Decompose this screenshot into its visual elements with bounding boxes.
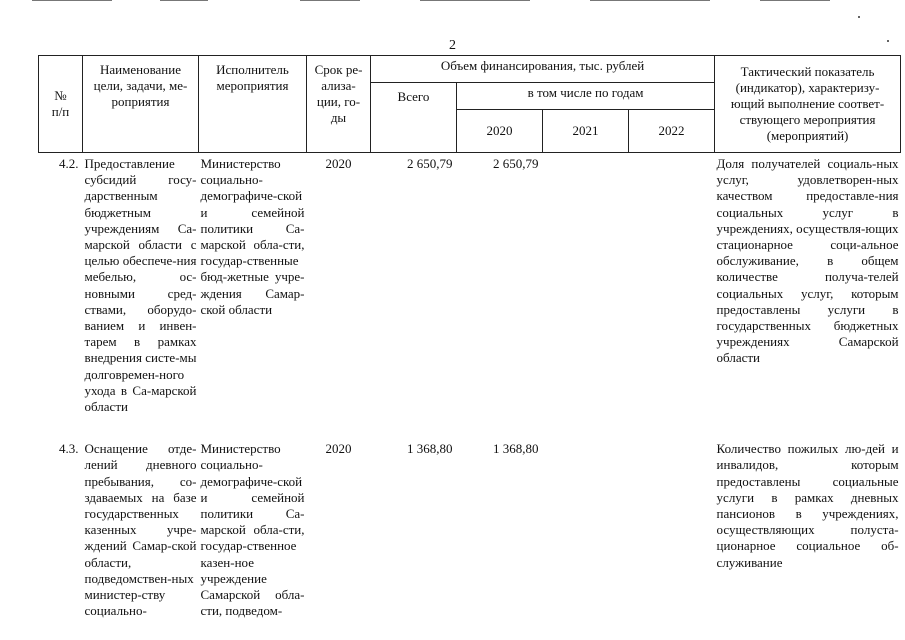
- header-year-2022: 2022: [629, 110, 715, 153]
- row-indicator: Количество пожилых лю-дей и инвалидов, которым предоставлены социальные услуги в рамках дневных пансионов в учреждениях, осуществляющих полуста-ционарное социальное об-служивание: [716, 441, 899, 570]
- header-by-years: в том числе по годам: [457, 83, 715, 110]
- table-row: [39, 415, 901, 619]
- row-year-2021: [543, 415, 629, 619]
- row-term: 2020: [325, 441, 352, 457]
- header-term: Срок ре- ализа- ции, го- ды: [307, 56, 371, 153]
- scan-speck: [858, 16, 860, 18]
- row-total: 2 650,79: [407, 156, 453, 171]
- row-executor: Министерство социально-демографиче-ской и семейной политики Са-марской обла-сти, государ-ственные бюд-жетные учре-ждения Самар-ской области: [200, 156, 305, 317]
- row-number: 4.3.: [59, 441, 79, 457]
- header-funding: Объем финансирования, тыс. рублей: [371, 56, 715, 83]
- row-total: 1 368,80: [407, 441, 453, 457]
- header-executor: Исполнитель мероприятия: [199, 56, 307, 153]
- activity-plan-table: [38, 55, 901, 619]
- header-name: Наименование цели, задачи, ме- роприятия: [83, 56, 199, 153]
- row-name: Предоставление субсидий госу-дарственным бюджетным учреждениям Са-марской области с целью обеспече-ния мебелью, ос-новными сред-ствами, оборудо-ванием и инвен-тарем в рамках внедрения систе-мы долговремен-ного ухода в Са-марской области: [84, 156, 197, 415]
- page-number: 2: [449, 38, 456, 53]
- header-indicator: Тактический показатель (индикатор), характеризу- ющий выполнение соответ- ствующего мероприятия (мероприятий): [715, 56, 901, 153]
- row-year-2022: [629, 415, 715, 619]
- row-year-2020: 2 650,79: [493, 156, 539, 171]
- row-year-2022: [629, 153, 715, 416]
- row-number: 4.2.: [59, 156, 79, 171]
- row-year-2020: 1 368,80: [493, 441, 539, 457]
- table-header: [39, 56, 901, 153]
- table-row: [39, 153, 901, 416]
- scan-top-edge-marks: [0, 0, 905, 6]
- header-year-2021: 2021: [543, 110, 629, 153]
- header-total: Всего: [371, 83, 457, 153]
- row-indicator: Доля получателей социаль-ных услуг, удовлетворен-ных качеством предоставле-ния социальных услуг в учреждениях, осуществля-ющих стационарное соци-альное обслуживание, в общем количестве получа-телей социальных услуг, которым предоставлены услуги в государственных бюджетных учреждениях Самарской области: [716, 156, 899, 366]
- header-num: № п/п: [39, 56, 83, 153]
- row-year-2021: [543, 153, 629, 416]
- row-name: Оснащение отде-лений дневного пребывания, со-здаваемых на базе государственных казенных учре-ждений Самар-ской области, подведомствен-ных министер-ству социально-: [84, 441, 197, 619]
- header-year-2020: 2020: [457, 110, 543, 153]
- row-term: 2020: [325, 156, 352, 171]
- row-executor: Министерство социально-демографиче-ской и семейной политики Са-марской обла-сти, государ-ственное казен-ное учреждение Самарской обла-сти, подведом-: [200, 441, 305, 619]
